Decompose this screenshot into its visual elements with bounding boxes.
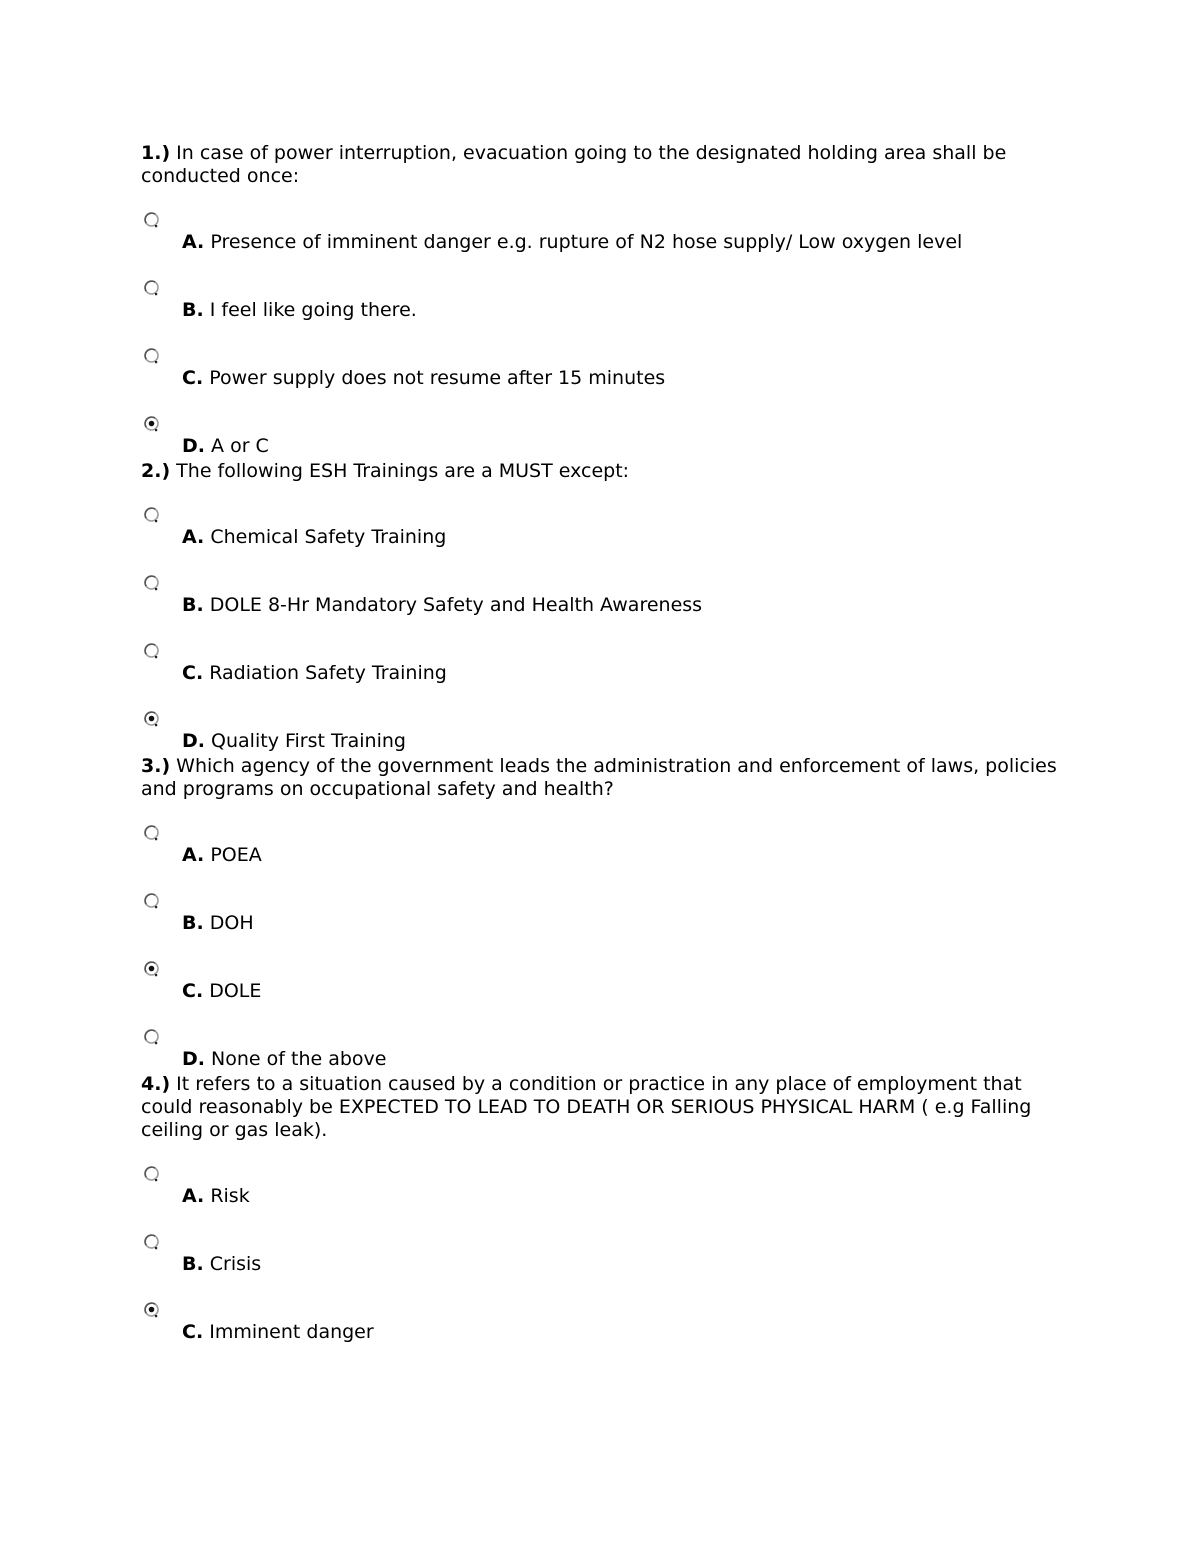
radio-button-selected[interactable] [143, 960, 160, 977]
question-prompt: In case of power interruption, evacuation going to the designated holding area shall be conducted once: [141, 142, 1007, 187]
radio-button[interactable] [143, 1165, 160, 1182]
answer-option[interactable] [141, 824, 1061, 892]
answer-option[interactable] [141, 574, 1061, 642]
answer-option[interactable] [141, 1028, 1061, 1073]
option-label [182, 844, 262, 867]
option-letter: A. [182, 1185, 205, 1207]
answer-option[interactable] [141, 347, 1061, 415]
option-letter: B. [182, 594, 204, 616]
option-text: DOH [209, 912, 254, 934]
option-label [182, 730, 406, 753]
question-number: 2.) [141, 460, 171, 482]
answer-option[interactable] [141, 211, 1061, 279]
answer-option[interactable] [141, 279, 1061, 347]
option-letter: A. [182, 844, 205, 866]
option-text: POEA [210, 844, 262, 866]
option-letter: C. [182, 980, 204, 1002]
answer-option[interactable] [141, 960, 1061, 1028]
radio-button[interactable] [143, 211, 160, 228]
option-label [182, 912, 254, 935]
question-text [141, 460, 1061, 483]
option-label [182, 662, 447, 685]
radio-button[interactable] [143, 1028, 160, 1045]
option-text: Quality First Training [211, 730, 406, 752]
option-letter: D. [182, 435, 205, 457]
answer-option[interactable] [141, 415, 1061, 460]
option-label [182, 367, 665, 390]
option-label [182, 980, 261, 1003]
radio-button[interactable] [143, 892, 160, 909]
option-letter: B. [182, 1253, 204, 1275]
option-letter: B. [182, 299, 204, 321]
question-text [141, 755, 1061, 801]
option-text: Chemical Safety Training [210, 526, 447, 548]
radio-button-selected[interactable] [143, 1301, 160, 1318]
option-text: Imminent danger [209, 1321, 374, 1343]
radio-button[interactable] [143, 574, 160, 591]
question-1 [141, 142, 1061, 460]
option-text: Power supply does not resume after 15 minutes [209, 367, 666, 389]
option-label [182, 594, 702, 617]
option-letter: C. [182, 367, 204, 389]
radio-button[interactable] [143, 642, 160, 659]
quiz-document [141, 142, 1061, 1346]
answer-option[interactable] [141, 1233, 1061, 1301]
option-text: DOLE 8-Hr Mandatory Safety and Health Awareness [209, 594, 703, 616]
question-number: 1.) [141, 142, 171, 164]
radio-button[interactable] [143, 347, 160, 364]
question-text [141, 1073, 1061, 1142]
answer-option[interactable] [141, 892, 1061, 960]
radio-button-selected[interactable] [143, 710, 160, 727]
question-number: 4.) [141, 1073, 171, 1095]
question-text [141, 142, 1061, 188]
option-text: A or C [211, 435, 269, 457]
question-prompt: It refers to a situation caused by a condition or practice in any place of employment that could reasonably be EXPECTED TO LEAD TO DEATH OR SERIOUS PHYSICAL HARM ( e.g Falling ceiling or gas leak). [141, 1073, 1032, 1141]
option-text: Risk [210, 1185, 250, 1207]
question-3 [141, 755, 1061, 1073]
option-label [182, 526, 446, 549]
option-label [182, 1253, 261, 1276]
answer-option[interactable] [141, 710, 1061, 755]
radio-button[interactable] [143, 1233, 160, 1250]
radio-button[interactable] [143, 824, 160, 841]
option-text: None of the above [211, 1048, 387, 1070]
question-number: 3.) [141, 755, 171, 777]
answer-option[interactable] [141, 642, 1061, 710]
answer-option[interactable] [141, 506, 1061, 574]
option-letter: A. [182, 526, 205, 548]
option-letter: D. [182, 730, 205, 752]
option-letter: D. [182, 1048, 205, 1070]
option-letter: C. [182, 662, 204, 684]
option-text: Presence of imminent danger e.g. rupture of N2 hose supply/ Low oxygen level [210, 231, 963, 253]
radio-button[interactable] [143, 506, 160, 523]
option-text: DOLE [209, 980, 262, 1002]
option-letter: A. [182, 231, 205, 253]
question-prompt: The following ESH Trainings are a MUST except: [176, 460, 630, 482]
option-text: Radiation Safety Training [209, 662, 447, 684]
radio-button-selected[interactable] [143, 415, 160, 432]
option-letter: B. [182, 912, 204, 934]
option-letter: C. [182, 1321, 204, 1343]
option-label [182, 1185, 250, 1208]
option-label [182, 1048, 387, 1071]
radio-button[interactable] [143, 279, 160, 296]
option-text: I feel like going there. [209, 299, 417, 321]
question-4 [141, 1073, 1061, 1346]
question-prompt: Which agency of the government leads the administration and enforcement of laws, policies and programs on occupational safety and health? [141, 755, 1057, 800]
option-label [182, 435, 269, 458]
option-label [182, 1321, 374, 1344]
answer-option[interactable] [141, 1165, 1061, 1233]
option-label [182, 299, 417, 322]
option-text: Crisis [209, 1253, 262, 1275]
question-2 [141, 460, 1061, 755]
option-label [182, 231, 962, 254]
answer-option[interactable] [141, 1301, 1061, 1346]
